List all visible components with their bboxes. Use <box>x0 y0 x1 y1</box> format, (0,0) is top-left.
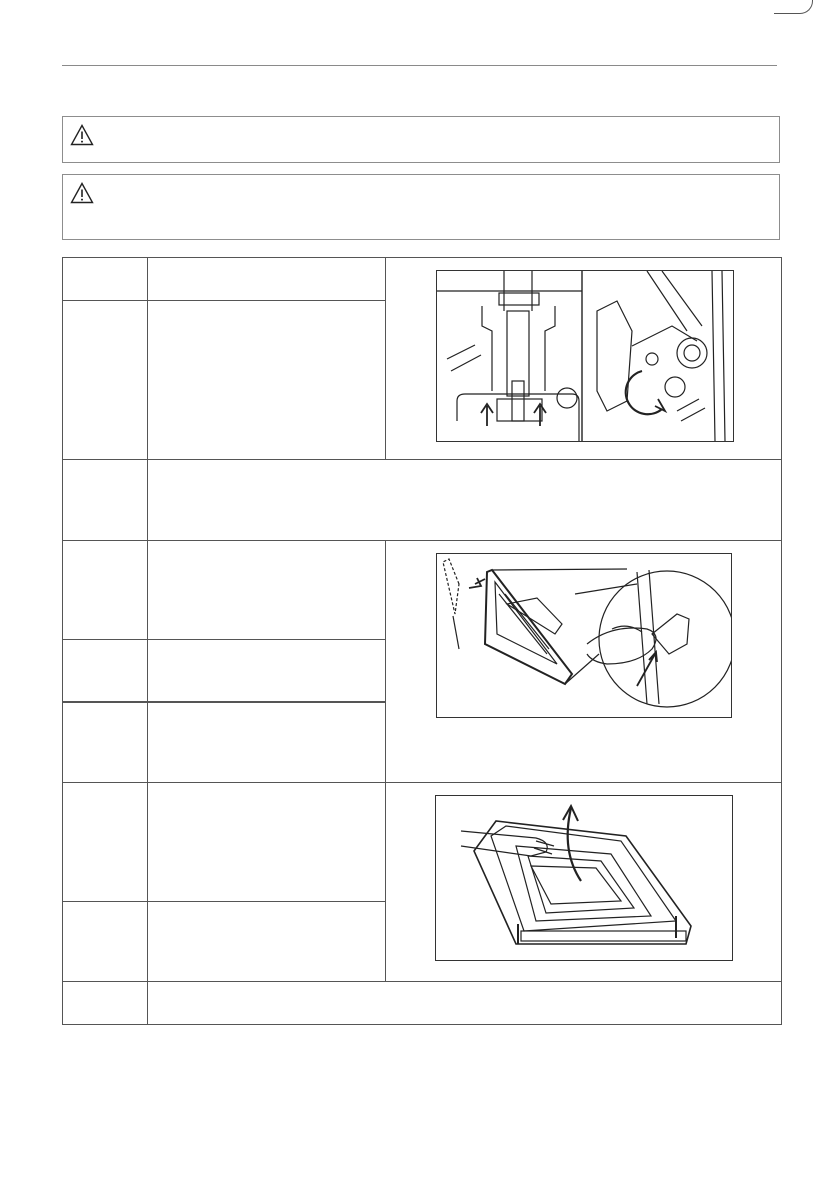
warning-box-2 <box>62 174 780 240</box>
warning-box-1 <box>62 116 780 163</box>
warning-triangle-icon <box>70 124 94 146</box>
door-inner-panel-lift-illustration <box>435 795 733 961</box>
page-corner-mark <box>774 0 813 14</box>
door-glass-panel-removal-illustration <box>436 553 732 718</box>
door-hinge-lever-illustration <box>436 270 734 442</box>
warning-triangle-icon <box>70 182 94 204</box>
header-rule <box>62 65 777 66</box>
